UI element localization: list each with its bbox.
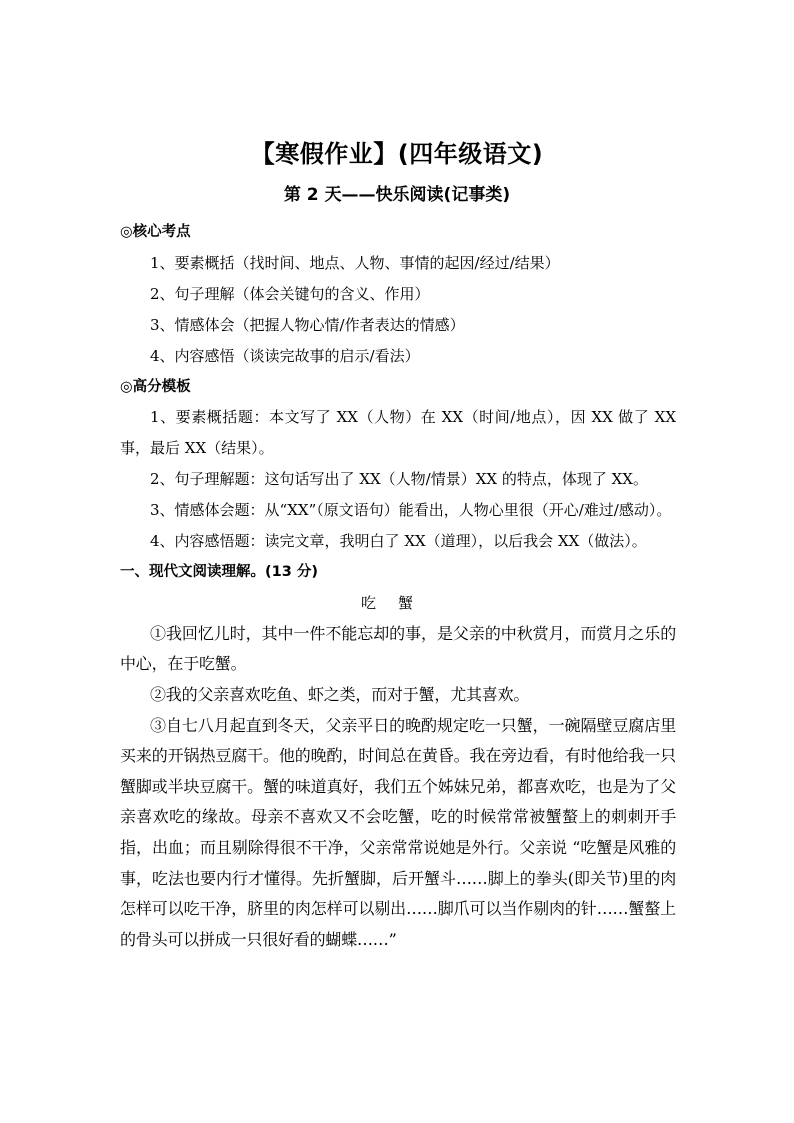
templates-heading: ◎高分模板: [120, 378, 191, 395]
document-body: [120, 217, 676, 955]
core-point-item: 4、内容感悟（谈读完故事的启示/看法）: [150, 346, 420, 365]
article-paragraph: ③自七八月起直到冬天，父亲平日的晚酌规定吃一只蟹，一碗隔壁豆腐店里买来的开锅热豆腐干。他的晚酌，时间总在黄昏。我在旁边看，有时他给我一只蟹脚或半块豆腐干。蟹的味道真好，我们五个姊妹兄弟，都喜欢吃，也是为了父亲喜欢吃的缘故。母亲不喜欢又不会吃蟹，吃的时候常常被蟹螯上的刺刺开手指，出血；而且剔除得很不干净，父亲常常说她是外行。父亲说 “吃蟹是风雅的事，吃法也要内行才懂得。先折蟹脚，后开蟹斗……脚上的拳头(即关节)里的肉怎样可以吃干净，脐里的肉怎样可以剔出……脚爪可以当作剔肉的针……蟹螯上的骨头可以拼成一只很好看的蝴蝶……”: [120, 715, 676, 949]
document-subtitle: 第 2 天——快乐阅读(记事类): [283, 185, 511, 205]
article-paragraph: ②我的父亲喜欢吃鱼、虾之类，而对于蟹，尤其喜欢。: [150, 684, 530, 704]
template-item: 4、内容感悟题：读完文章，我明白了 XX（道理），以后我会 XX（做法）。: [150, 532, 647, 551]
core-point-item: 1、要素概括（找时间、地点、人物、事情的起因/经过/结果）: [150, 253, 560, 272]
document-title: 【寒假作业】(四年级语文): [250, 140, 544, 168]
template-item: 3、情感体会题：从“XX”（原文语句）能看出，人物心里很（开心/难过/感动）。: [150, 501, 672, 520]
article-title: 吃蟹: [360, 593, 435, 612]
core-point-item: 2、句子理解（体会关键句的含义、作用）: [150, 284, 430, 303]
template-item: 1、要素概括题：本文写了 XX（人物）在 XX（时间/地点），因 XX 做了 XX 事，最后 XX（结果）。: [120, 408, 676, 458]
core-points-heading: ◎核心考点: [120, 224, 191, 240]
template-item: 2、句子理解题：这句话写出了 XX（人物/情景）XX 的特点，体现了 XX。: [150, 470, 648, 489]
core-point-item: 3、情感体会（把握人物心情/作者表达的情感）: [150, 315, 465, 334]
article-paragraph: ①我回忆儿时，其中一件不能忘却的事，是父亲的中秋赏月，而赏月之乐的中心，在于吃蟹。: [120, 623, 676, 674]
section-one-heading: 一、现代文阅读理解。(13 分): [120, 563, 318, 580]
